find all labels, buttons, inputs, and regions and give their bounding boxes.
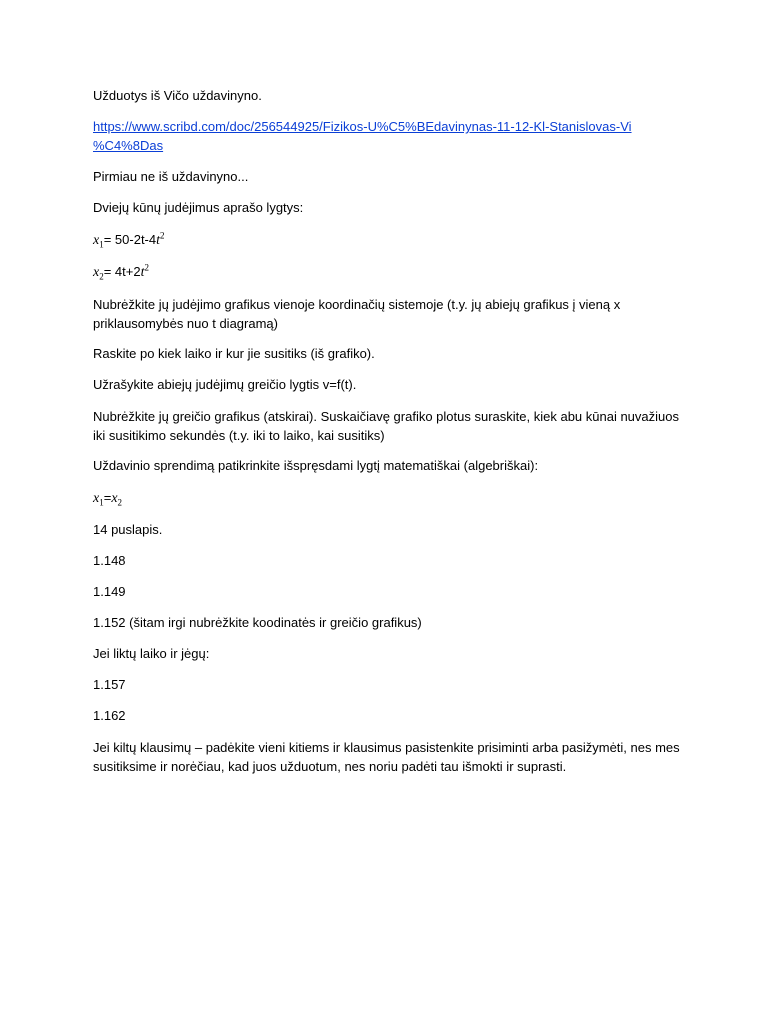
eq1-rhs: = 50-2t-4 [103, 232, 157, 247]
eq1-tvar: t [156, 233, 161, 248]
problem-1157: 1.157 [93, 677, 126, 692]
eq3-rhs-var: x [111, 491, 118, 506]
eq1-sub: 1 [99, 239, 104, 250]
eq2-rhs: = 4t+2 [103, 264, 141, 279]
eq2-tvar: t [140, 265, 145, 280]
task-check-algebraically: Uždavinio sprendimą patikrinkite išspręsdami lygtį matematiškai (algebriškai): [93, 458, 539, 473]
equations-intro: Dviejų kūnų judėjimus aprašo lygtys: [93, 200, 304, 215]
eq1-var: x [93, 233, 100, 248]
problem-1152: 1.152 (šitam irgi nubrėžkite koodinatės ir greičio grafikus) [93, 615, 422, 630]
task-find-meeting: Raskite po kiek laiko ir kur jie susitiks (iš grafiko). [93, 346, 375, 361]
equation-x1 [93, 231, 165, 250]
page-reference: 14 puslapis. [93, 522, 163, 537]
eq3-equals: = [103, 490, 112, 505]
scribd-link-line2[interactable]: %C4%8Das [93, 138, 164, 153]
extra-note: Jei liktų laiko ir jėgų: [93, 646, 210, 661]
problem-1149: 1.149 [93, 584, 126, 599]
equation-x2 [93, 263, 149, 282]
first-note: Pirmiau ne iš uždavinyno... [93, 169, 249, 184]
task-velocity-graphs: Nubrėžkite jų greičio grafikus (atskirai). Suskaičiavę grafiko plotus suraskite, kiek abu kūnai nuvažiuos iki susitikimo sekundės (t.y. iki to laiko, kai susitiks) [93, 409, 679, 443]
problem-1162: 1.162 [93, 708, 126, 723]
eq3-rhs-sub: 2 [117, 497, 123, 508]
task-draw-motion-graphs: Nubrėžkite jų judėjimo grafikus vienoje koordinačių sistemoje (t.y. jų abiejų grafikus į vieną x priklausomybės nuo t diagramą) [93, 297, 621, 331]
eq2-var: x [93, 265, 100, 280]
closing-note: Jei kiltų klausimų – padėkite vieni kitiems ir klausimus pasistenkite prisiminti arba pasižymėti, nes mes susitiksime ir norėčiau, kad juos užduotum, nes noriu padėti tau išmokti ir suprasti. [93, 740, 680, 774]
intro-text: Užduotys iš Vičo uždavinyno. [93, 88, 262, 103]
problem-1148: 1.148 [93, 553, 126, 568]
eq3-lhs-sub: 1 [99, 497, 104, 508]
eq3-lhs-var: x [93, 491, 100, 506]
eq2-sub: 2 [99, 271, 104, 282]
eq1-exp: 2 [160, 230, 165, 241]
scribd-link-line1[interactable]: https://www.scribd.com/doc/256544925/Fizikos-U%C5%BEdavinynas-11-12-Kl-Stanislovas-Vi [93, 119, 632, 134]
eq2-exp: 2 [144, 262, 149, 273]
task-velocity-equations: Užrašykite abiejų judėjimų greičio lygtis v=f(t). [93, 377, 357, 392]
equation-x1-equals-x2 [93, 489, 122, 508]
